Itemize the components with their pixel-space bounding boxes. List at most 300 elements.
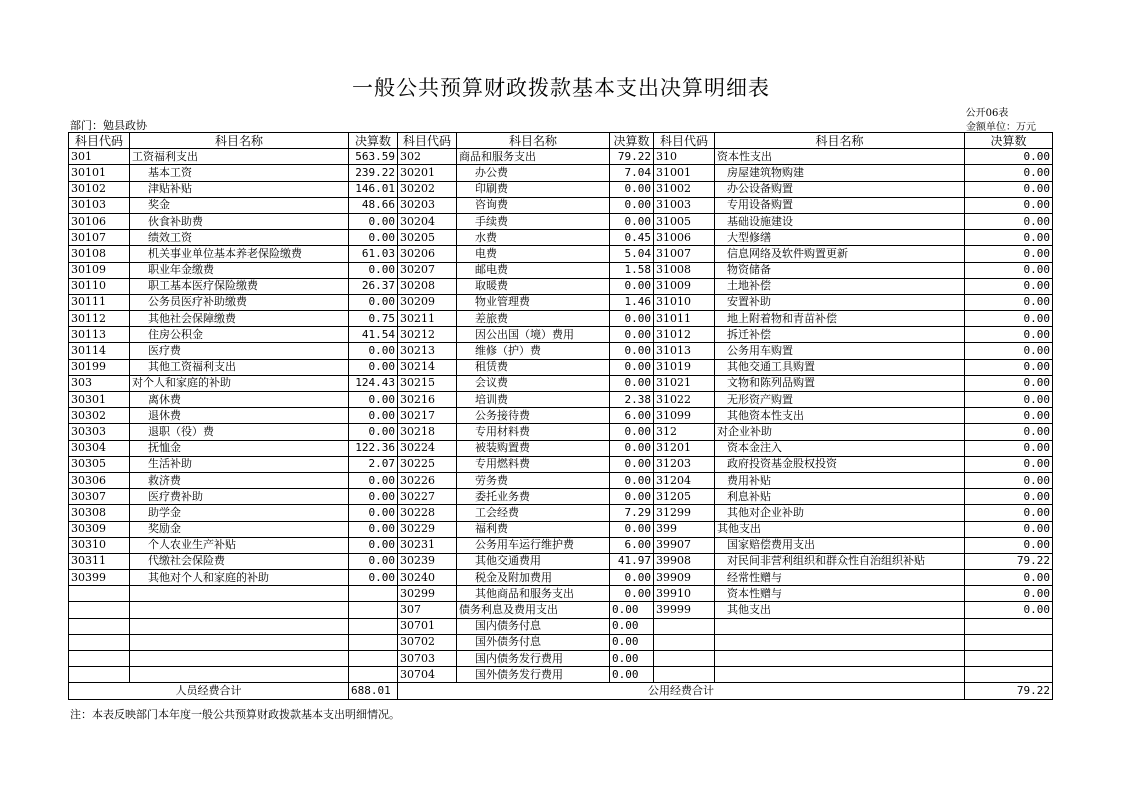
subject-code-cell: 30207 (398, 262, 457, 278)
amount-cell: 0.00 (610, 570, 654, 586)
table-row (69, 213, 1053, 229)
subject-name-cell: 维修（护）费 (457, 343, 610, 359)
personnel-total-value: 688.01 (349, 683, 398, 699)
amount-cell: 0.00 (965, 230, 1053, 246)
amount-cell: 0.00 (610, 618, 654, 634)
subject-code-cell (654, 667, 715, 683)
subject-name-cell: 其他对个人和家庭的补助 (130, 570, 349, 586)
subject-code-cell: 30217 (398, 408, 457, 424)
table-row (69, 246, 1053, 262)
subject-name-cell: 房屋建筑物购建 (715, 165, 965, 181)
amount-cell: 0.00 (610, 359, 654, 375)
subject-name-cell: 退职（役）费 (130, 424, 349, 440)
subject-name-cell: 办公设备购置 (715, 181, 965, 197)
subject-name-cell: 被装购置费 (457, 440, 610, 456)
amount-cell: 0.00 (965, 602, 1053, 618)
table-row (69, 472, 1053, 488)
page-title: 一般公共预算财政拨款基本支出决算明细表 (352, 76, 770, 100)
subject-name-cell: 租赁费 (457, 359, 610, 375)
subject-name-cell: 政府投资基金股权投资 (715, 456, 965, 472)
subject-name-cell: 其他交通费用 (457, 553, 610, 569)
amount-cell: 79.22 (965, 553, 1053, 569)
subject-name-cell: 其他支出 (715, 602, 965, 618)
subject-name-cell: 资本性赠与 (715, 586, 965, 602)
subject-name-cell: 医疗费补助 (130, 489, 349, 505)
subject-name-cell: 退休费 (130, 408, 349, 424)
subject-code-cell: 31299 (654, 505, 715, 521)
table-row (69, 181, 1053, 197)
amount-cell: 0.00 (965, 505, 1053, 521)
table-row (69, 408, 1053, 424)
subject-name-cell: 伙食补助费 (130, 213, 349, 229)
subject-code-cell: 30310 (69, 537, 130, 553)
amount-cell: 0.00 (965, 440, 1053, 456)
amount-cell (349, 651, 398, 667)
amount-cell: 0.45 (610, 230, 654, 246)
amount-cell (965, 667, 1053, 683)
department-label: 部门：勉县政协 (70, 119, 147, 132)
subject-name-cell: 公务用车购置 (715, 343, 965, 359)
amount-cell (965, 618, 1053, 634)
subject-code-cell: 30215 (398, 375, 457, 391)
subject-code-cell: 30111 (69, 294, 130, 310)
subject-code-cell: 30311 (69, 553, 130, 569)
subject-code-cell: 30225 (398, 456, 457, 472)
amount-cell: 0.00 (349, 489, 398, 505)
subject-code-cell: 30701 (398, 618, 457, 634)
table-row (69, 343, 1053, 359)
subject-name-cell: 物业管理费 (457, 294, 610, 310)
subject-name-cell: 公务员医疗补助缴费 (130, 294, 349, 310)
form-number: 公开06表 (965, 108, 1009, 119)
subject-code-cell: 39910 (654, 586, 715, 602)
header-cell: 科目代码 (398, 133, 457, 149)
table-row (69, 537, 1053, 553)
amount-cell: 0.00 (610, 278, 654, 294)
table-row (69, 489, 1053, 505)
subject-name-cell: 国内债务发行费用 (457, 651, 610, 667)
subject-name-cell: 其他交通工具购置 (715, 359, 965, 375)
subject-code-cell: 31201 (654, 440, 715, 456)
amount-cell: 6.00 (610, 537, 654, 553)
subject-name-cell (130, 634, 349, 650)
subject-code-cell (654, 651, 715, 667)
subject-name-cell: 专用燃料费 (457, 456, 610, 472)
table-row (69, 570, 1053, 586)
subject-code-cell: 30112 (69, 311, 130, 327)
amount-cell: 0.00 (610, 343, 654, 359)
subject-name-cell: 其他支出 (715, 521, 965, 537)
subject-name-cell: 代缴社会保险费 (130, 553, 349, 569)
subject-code-cell: 39907 (654, 537, 715, 553)
subject-name-cell: 专用设备购置 (715, 197, 965, 213)
subject-code-cell: 31019 (654, 359, 715, 375)
amount-cell: 48.66 (349, 197, 398, 213)
amount-cell: 0.00 (610, 327, 654, 343)
amount-cell: 0.00 (610, 586, 654, 602)
table-row (69, 392, 1053, 408)
subject-name-cell: 津贴补贴 (130, 181, 349, 197)
subject-name-cell: 信息网络及软件购置更新 (715, 246, 965, 262)
amount-cell: 0.00 (349, 343, 398, 359)
amount-cell: 2.07 (349, 456, 398, 472)
subject-name-cell: 国外债务发行费用 (457, 667, 610, 683)
subject-code-cell: 30227 (398, 489, 457, 505)
subject-name-cell: 其他对企业补助 (715, 505, 965, 521)
subject-code-cell: 30201 (398, 165, 457, 181)
amount-cell: 5.04 (610, 246, 654, 262)
header-cell: 科目名称 (715, 133, 965, 149)
subject-code-cell: 307 (398, 602, 457, 618)
subject-name-cell: 取暖费 (457, 278, 610, 294)
amount-cell: 0.00 (965, 149, 1053, 165)
amount-cell: 563.59 (349, 149, 398, 165)
amount-cell: 0.00 (610, 440, 654, 456)
subject-code-cell: 399 (654, 521, 715, 537)
amount-cell: 6.00 (610, 408, 654, 424)
table-row (69, 651, 1053, 667)
subject-code-cell: 30231 (398, 537, 457, 553)
subject-name-cell: 大型修缮 (715, 230, 965, 246)
header-cell: 决算数 (610, 133, 654, 149)
subject-code-cell: 30399 (69, 570, 130, 586)
subject-code-cell: 30102 (69, 181, 130, 197)
subject-name-cell (130, 651, 349, 667)
subject-code-cell: 30703 (398, 651, 457, 667)
subject-code-cell: 31001 (654, 165, 715, 181)
amount-cell: 0.00 (349, 424, 398, 440)
expenditure-table (68, 132, 1053, 700)
subject-name-cell: 拆迁补偿 (715, 327, 965, 343)
subject-code-cell: 30109 (69, 262, 130, 278)
amount-cell: 0.00 (965, 294, 1053, 310)
subject-name-cell: 培训费 (457, 392, 610, 408)
subject-name-cell: 住房公积金 (130, 327, 349, 343)
amount-cell: 0.00 (610, 521, 654, 537)
subject-code-cell: 303 (69, 375, 130, 391)
subject-name-cell (715, 667, 965, 683)
subject-code-cell: 30206 (398, 246, 457, 262)
subject-code-cell: 30226 (398, 472, 457, 488)
amount-cell: 0.00 (965, 327, 1053, 343)
subject-name-cell (130, 618, 349, 634)
subject-name-cell: 公务用车运行维护费 (457, 537, 610, 553)
amount-cell (965, 634, 1053, 650)
amount-cell: 0.00 (610, 213, 654, 229)
subject-code-cell (69, 618, 130, 634)
amount-cell: 7.04 (610, 165, 654, 181)
subject-code-cell: 31008 (654, 262, 715, 278)
subject-code-cell: 301 (69, 149, 130, 165)
amount-cell: 0.00 (349, 230, 398, 246)
subject-code-cell: 30308 (69, 505, 130, 521)
amount-cell: 0.00 (965, 359, 1053, 375)
subject-code-cell: 31021 (654, 375, 715, 391)
amount-cell: 79.22 (610, 149, 654, 165)
table-row (69, 586, 1053, 602)
amount-cell (965, 651, 1053, 667)
subject-name-cell (130, 602, 349, 618)
subject-code-cell (69, 634, 130, 650)
amount-cell: 7.29 (610, 505, 654, 521)
amount-cell: 2.38 (610, 392, 654, 408)
subject-name-cell: 公务接待费 (457, 408, 610, 424)
amount-cell: 0.00 (965, 570, 1053, 586)
amount-cell: 0.00 (349, 472, 398, 488)
personnel-total-label: 人员经费合计 (69, 683, 349, 699)
subject-code-cell: 30211 (398, 311, 457, 327)
subject-name-cell: 委托业务费 (457, 489, 610, 505)
amount-cell: 0.00 (610, 667, 654, 683)
header-cell: 决算数 (349, 133, 398, 149)
amount-cell: 122.36 (349, 440, 398, 456)
table-row (69, 359, 1053, 375)
subject-name-cell: 办公费 (457, 165, 610, 181)
subject-code-cell: 30307 (69, 489, 130, 505)
subject-code-cell (69, 667, 130, 683)
subject-code-cell: 39909 (654, 570, 715, 586)
amount-cell: 0.00 (965, 197, 1053, 213)
subject-code-cell: 31012 (654, 327, 715, 343)
table-row (69, 634, 1053, 650)
amount-cell: 0.00 (965, 586, 1053, 602)
table-row (69, 521, 1053, 537)
public-total-value: 79.22 (965, 683, 1053, 699)
subject-code-cell: 30108 (69, 246, 130, 262)
subject-code-cell: 30114 (69, 343, 130, 359)
subject-code-cell: 39908 (654, 553, 715, 569)
subject-code-cell: 30704 (398, 667, 457, 683)
amount-cell: 0.00 (965, 472, 1053, 488)
table-row (69, 294, 1053, 310)
amount-unit-label: 金额单位：万元 (966, 122, 1036, 133)
subject-name-cell: 抚恤金 (130, 440, 349, 456)
header-cell: 决算数 (965, 133, 1053, 149)
amount-cell: 0.00 (610, 424, 654, 440)
table-row (69, 278, 1053, 294)
subject-name-cell: 邮电费 (457, 262, 610, 278)
subject-name-cell: 其他工资福利支出 (130, 359, 349, 375)
amount-cell: 0.00 (965, 489, 1053, 505)
totals-row (69, 683, 1053, 699)
amount-cell: 0.00 (349, 392, 398, 408)
amount-cell: 0.00 (610, 181, 654, 197)
subject-name-cell: 文物和陈列品购置 (715, 375, 965, 391)
table-row (69, 327, 1053, 343)
subject-code-cell: 31099 (654, 408, 715, 424)
subject-name-cell: 费用补贴 (715, 472, 965, 488)
subject-code-cell: 30218 (398, 424, 457, 440)
amount-cell: 0.00 (965, 311, 1053, 327)
amount-cell: 0.00 (349, 537, 398, 553)
subject-code-cell: 31011 (654, 311, 715, 327)
amount-cell: 0.00 (349, 521, 398, 537)
subject-name-cell: 无形资产购置 (715, 392, 965, 408)
table-header-row (69, 133, 1053, 149)
public-total-label: 公用经费合计 (398, 683, 965, 699)
subject-code-cell (654, 618, 715, 634)
amount-cell: 0.00 (610, 197, 654, 213)
table-row (69, 602, 1053, 618)
amount-cell: 0.00 (965, 181, 1053, 197)
subject-code-cell: 30113 (69, 327, 130, 343)
subject-name-cell: 税金及附加费用 (457, 570, 610, 586)
subject-name-cell: 电费 (457, 246, 610, 262)
table-row (69, 311, 1053, 327)
amount-cell: 0.00 (965, 375, 1053, 391)
subject-name-cell: 职业年金缴费 (130, 262, 349, 278)
subject-name-cell: 其他资本性支出 (715, 408, 965, 424)
amount-cell: 0.00 (610, 472, 654, 488)
amount-cell: 0.00 (965, 392, 1053, 408)
amount-cell (349, 602, 398, 618)
subject-code-cell: 31002 (654, 181, 715, 197)
amount-cell: 1.58 (610, 262, 654, 278)
subject-code-cell: 31006 (654, 230, 715, 246)
subject-code-cell: 30214 (398, 359, 457, 375)
subject-code-cell: 30103 (69, 197, 130, 213)
subject-code-cell: 30203 (398, 197, 457, 213)
amount-cell: 0.00 (610, 375, 654, 391)
subject-name-cell: 印刷费 (457, 181, 610, 197)
subject-code-cell: 31003 (654, 197, 715, 213)
amount-cell: 0.00 (610, 651, 654, 667)
subject-name-cell: 商品和服务支出 (457, 149, 610, 165)
subject-code-cell: 31203 (654, 456, 715, 472)
table-row (69, 440, 1053, 456)
subject-code-cell: 30305 (69, 456, 130, 472)
subject-name-cell: 劳务费 (457, 472, 610, 488)
amount-cell: 0.00 (965, 246, 1053, 262)
amount-cell: 41.54 (349, 327, 398, 343)
subject-code-cell: 30208 (398, 278, 457, 294)
subject-name-cell: 其他社会保障缴费 (130, 311, 349, 327)
table-row (69, 165, 1053, 181)
table-row (69, 553, 1053, 569)
subject-name-cell: 绩效工资 (130, 230, 349, 246)
subject-name-cell: 医疗费 (130, 343, 349, 359)
subject-name-cell: 国内债务付息 (457, 618, 610, 634)
amount-cell: 0.00 (610, 634, 654, 650)
subject-code-cell (69, 602, 130, 618)
subject-name-cell: 离休费 (130, 392, 349, 408)
amount-cell: 0.00 (965, 424, 1053, 440)
subject-name-cell: 对个人和家庭的补助 (130, 375, 349, 391)
subject-name-cell: 水费 (457, 230, 610, 246)
amount-cell: 0.00 (349, 505, 398, 521)
subject-code-cell: 31005 (654, 213, 715, 229)
subject-code-cell: 30110 (69, 278, 130, 294)
subject-code-cell: 30299 (398, 586, 457, 602)
subject-name-cell (715, 634, 965, 650)
subject-name-cell: 资本金注入 (715, 440, 965, 456)
amount-cell: 0.00 (965, 456, 1053, 472)
amount-cell: 0.00 (965, 278, 1053, 294)
subject-code-cell: 310 (654, 149, 715, 165)
amount-cell (349, 586, 398, 602)
subject-code-cell: 30106 (69, 213, 130, 229)
subject-name-cell: 专用材料费 (457, 424, 610, 440)
subject-name-cell: 奖金 (130, 197, 349, 213)
subject-code-cell: 30301 (69, 392, 130, 408)
subject-name-cell: 生活补助 (130, 456, 349, 472)
header-cell: 科目名称 (130, 133, 349, 149)
subject-code-cell: 31205 (654, 489, 715, 505)
subject-name-cell: 国外债务付息 (457, 634, 610, 650)
subject-name-cell: 其他商品和服务支出 (457, 586, 610, 602)
subject-name-cell: 咨询费 (457, 197, 610, 213)
amount-cell: 0.00 (349, 213, 398, 229)
subject-name-cell: 基本工资 (130, 165, 349, 181)
subject-name-cell: 奖励金 (130, 521, 349, 537)
amount-cell (349, 634, 398, 650)
subject-name-cell: 安置补助 (715, 294, 965, 310)
subject-name-cell: 物资储备 (715, 262, 965, 278)
subject-name-cell (130, 667, 349, 683)
header-cell: 科目名称 (457, 133, 610, 149)
amount-cell: 146.01 (349, 181, 398, 197)
subject-code-cell: 30229 (398, 521, 457, 537)
subject-code-cell: 39999 (654, 602, 715, 618)
amount-cell: 61.03 (349, 246, 398, 262)
subject-code-cell: 312 (654, 424, 715, 440)
amount-cell: 0.00 (965, 343, 1053, 359)
subject-name-cell: 工资福利支出 (130, 149, 349, 165)
amount-cell: 0.00 (349, 408, 398, 424)
subject-name-cell: 利息补贴 (715, 489, 965, 505)
amount-cell: 0.00 (965, 262, 1053, 278)
subject-code-cell: 30302 (69, 408, 130, 424)
table-row (69, 230, 1053, 246)
subject-code-cell: 30212 (398, 327, 457, 343)
subject-name-cell (715, 618, 965, 634)
subject-name-cell: 救济费 (130, 472, 349, 488)
amount-cell: 41.97 (610, 553, 654, 569)
subject-code-cell: 30209 (398, 294, 457, 310)
table-row (69, 262, 1053, 278)
subject-code-cell (69, 586, 130, 602)
subject-code-cell: 30101 (69, 165, 130, 181)
subject-code-cell (654, 634, 715, 650)
subject-code-cell: 30202 (398, 181, 457, 197)
amount-cell: 0.00 (965, 408, 1053, 424)
amount-cell (349, 618, 398, 634)
amount-cell: 0.75 (349, 311, 398, 327)
table-row (69, 375, 1053, 391)
header-cell: 科目代码 (69, 133, 130, 149)
subject-code-cell: 30240 (398, 570, 457, 586)
subject-name-cell: 助学金 (130, 505, 349, 521)
subject-code-cell: 30204 (398, 213, 457, 229)
subject-code-cell: 30239 (398, 553, 457, 569)
amount-cell: 0.00 (610, 456, 654, 472)
amount-cell: 1.46 (610, 294, 654, 310)
amount-cell: 0.00 (965, 213, 1053, 229)
amount-cell: 0.00 (349, 294, 398, 310)
subject-code-cell: 30702 (398, 634, 457, 650)
amount-cell: 0.00 (610, 311, 654, 327)
subject-code-cell: 31022 (654, 392, 715, 408)
amount-cell: 0.00 (349, 359, 398, 375)
amount-cell: 0.00 (349, 553, 398, 569)
subject-code-cell: 30107 (69, 230, 130, 246)
subject-code-cell: 30309 (69, 521, 130, 537)
amount-cell (349, 667, 398, 683)
subject-name-cell: 对企业补助 (715, 424, 965, 440)
subject-code-cell: 30213 (398, 343, 457, 359)
subject-code-cell: 30228 (398, 505, 457, 521)
subject-name-cell: 手续费 (457, 213, 610, 229)
